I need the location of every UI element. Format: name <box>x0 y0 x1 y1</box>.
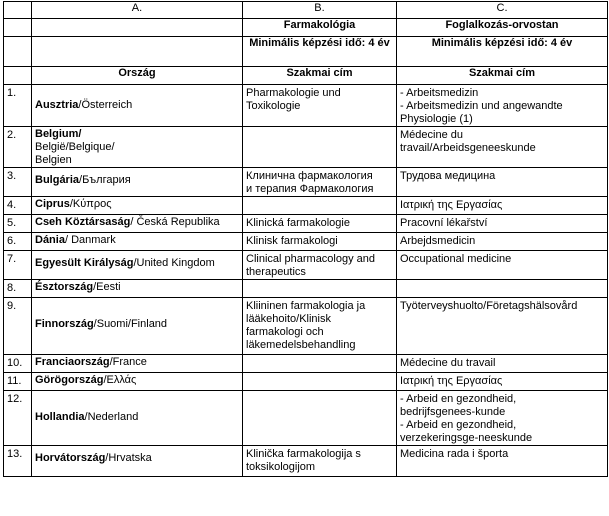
pharmacology-title <box>243 391 397 446</box>
min-training-time-c: Minimális képzési idő: 4 év <box>397 37 608 67</box>
table-row <box>4 355 608 373</box>
country-name-native: /Österreich <box>78 99 133 111</box>
table-row <box>4 446 608 477</box>
occupational-medicine-title: Työterveyshuolto/Företagshälsovård <box>397 298 608 355</box>
country-name-native: /Eesti <box>93 281 121 293</box>
title-column-label-b: Szakmai cím <box>243 67 397 85</box>
row-number: 2. <box>4 127 32 168</box>
specialty-pharmacology: Farmakológia <box>243 19 397 37</box>
country-name-hungarian: Belgium/ <box>35 128 82 140</box>
row-number: 5. <box>4 215 32 233</box>
pharmacology-title: Klinisk farmakologi <box>243 233 397 251</box>
pharmacology-title: Klinička farmakologija s toksikologijom <box>243 446 397 477</box>
blank-cell <box>4 37 32 67</box>
table-row <box>4 168 608 197</box>
pharmacology-title <box>243 355 397 373</box>
country-name-hungarian: Hollandia <box>35 411 85 423</box>
country-name <box>35 356 239 369</box>
pharmacology-title: Клинична фармакология и терапия Фармакология <box>243 168 397 197</box>
blank-cell <box>4 19 32 37</box>
country-name-native: /France <box>109 356 147 368</box>
country-cell <box>32 168 243 197</box>
country-name-hungarian: Finnország <box>35 318 94 330</box>
country-name-hungarian: Dánia <box>35 234 65 246</box>
col-letter-0 <box>4 2 32 19</box>
occupational-medicine-title: Médecine du travail/Arbeidsgeneeskunde <box>397 127 608 168</box>
country-cell <box>32 355 243 373</box>
row-number: 9. <box>4 298 32 355</box>
row-number: 12. <box>4 391 32 446</box>
specialty-table <box>3 1 608 477</box>
title-column-label-c: Szakmai cím <box>397 67 608 85</box>
column-letter-row <box>4 2 608 19</box>
country-cell <box>32 215 243 233</box>
table-row <box>4 127 608 168</box>
country-name-hungarian: Cseh Köztársaság <box>35 216 131 228</box>
country-cell <box>32 391 243 446</box>
row-number: 3. <box>4 168 32 197</box>
country-cell <box>32 298 243 355</box>
row-number: 1. <box>4 85 32 127</box>
occupational-medicine-title: Pracovní lékařství <box>397 215 608 233</box>
specialty-occupational-medicine: Foglalkozás-orvostan <box>397 19 608 37</box>
table-row <box>4 280 608 298</box>
row-number: 10. <box>4 355 32 373</box>
occupational-medicine-title: - Arbeitsmedizin - Arbeitsmedizin und angewandte Physiologie (1) <box>397 85 608 127</box>
table-row <box>4 251 608 280</box>
table-row <box>4 215 608 233</box>
country-name-native: /Suomi/Finland <box>93 318 168 330</box>
table-row <box>4 298 608 355</box>
blank-cell <box>32 37 243 67</box>
country-name <box>35 411 239 424</box>
min-training-row <box>4 37 608 67</box>
occupational-medicine-title: Ιατρική της Εργασίας <box>397 373 608 391</box>
country-name <box>35 128 239 167</box>
occupational-medicine-title: Трудова медицина <box>397 168 608 197</box>
pharmacology-title <box>243 127 397 168</box>
col-letter-a: A. <box>32 2 243 19</box>
table-row <box>4 85 608 127</box>
country-column-label: Ország <box>32 67 243 85</box>
country-name <box>35 257 239 270</box>
blank-cell <box>32 19 243 37</box>
country-name-hungarian: Franciaország <box>35 356 110 368</box>
occupational-medicine-title: Arbejdsmedicin <box>397 233 608 251</box>
occupational-medicine-title: - Arbeid en gezondheid, bedrijfsgenees-kunde - Arbeid en gezondheid, verzekeringsge-neeskunde <box>397 391 608 446</box>
country-cell <box>32 197 243 215</box>
country-cell <box>32 251 243 280</box>
blank-cell <box>4 67 32 85</box>
country-name-native: /Nederland <box>84 411 139 423</box>
pharmacology-title <box>243 280 397 298</box>
country-name-native: /Κύπρος <box>69 198 112 210</box>
country-cell <box>32 280 243 298</box>
country-name-native: /United Kingdom <box>133 257 215 269</box>
country-cell <box>32 127 243 168</box>
col-letter-b: B. <box>243 2 397 19</box>
row-number: 8. <box>4 280 32 298</box>
row-number: 4. <box>4 197 32 215</box>
country-name <box>35 452 239 465</box>
occupational-medicine-title <box>397 280 608 298</box>
country-name-hungarian: Észtország <box>35 281 94 293</box>
table-row <box>4 391 608 446</box>
country-name-hungarian: Ciprus <box>35 198 70 210</box>
country-name-native: België/Belgique/ Belgien <box>35 141 115 166</box>
country-rows <box>4 85 608 477</box>
min-training-time-b: Minimális képzési idő: 4 év <box>243 37 397 67</box>
country-name-hungarian: Görögország <box>35 374 104 386</box>
country-name-hungarian: Egyesült Királyság <box>35 257 134 269</box>
row-number: 6. <box>4 233 32 251</box>
country-cell <box>32 85 243 127</box>
table-row <box>4 197 608 215</box>
country-name <box>35 198 239 211</box>
pharmacology-title <box>243 373 397 391</box>
pharmacology-title: Pharmakologie und Toxikologie <box>243 85 397 127</box>
country-name <box>35 318 239 331</box>
country-name <box>35 174 239 187</box>
country-name <box>35 216 239 229</box>
country-cell <box>32 373 243 391</box>
table-row <box>4 373 608 391</box>
country-name-hungarian: Horvátország <box>35 452 106 464</box>
country-cell <box>32 446 243 477</box>
country-name-native: /България <box>79 174 131 186</box>
row-number: 11. <box>4 373 32 391</box>
occupational-medicine-title: Ιατρική της Εργασίας <box>397 197 608 215</box>
pharmacology-title: Kliininen farmakologia ja lääkehoito/Klinisk farmakologi och läkemedelsbehandling <box>243 298 397 355</box>
country-name <box>35 234 239 247</box>
country-cell <box>32 233 243 251</box>
country-name-native: / Česká Republika <box>130 216 220 228</box>
occupational-medicine-title: Occupational medicine <box>397 251 608 280</box>
country-name-hungarian: Ausztria <box>35 99 79 111</box>
pharmacology-title: Klinická farmakologie <box>243 215 397 233</box>
occupational-medicine-title: Medicina rada i športa <box>397 446 608 477</box>
country-name <box>35 281 239 294</box>
column-label-row <box>4 67 608 85</box>
country-name <box>35 374 239 387</box>
table-row <box>4 233 608 251</box>
country-name-native: /Hrvatska <box>105 452 152 464</box>
pharmacology-title: Clinical pharmacology and therapeutics <box>243 251 397 280</box>
row-number: 13. <box>4 446 32 477</box>
country-name-native: /Ελλάς <box>103 374 137 386</box>
pharmacology-title <box>243 197 397 215</box>
row-number: 7. <box>4 251 32 280</box>
country-name <box>35 99 239 112</box>
specialty-row <box>4 19 608 37</box>
col-letter-c: C. <box>397 2 608 19</box>
country-name-native: / Danmark <box>64 234 116 246</box>
occupational-medicine-title: Médecine du travail <box>397 355 608 373</box>
country-name-hungarian: Bulgária <box>35 174 80 186</box>
